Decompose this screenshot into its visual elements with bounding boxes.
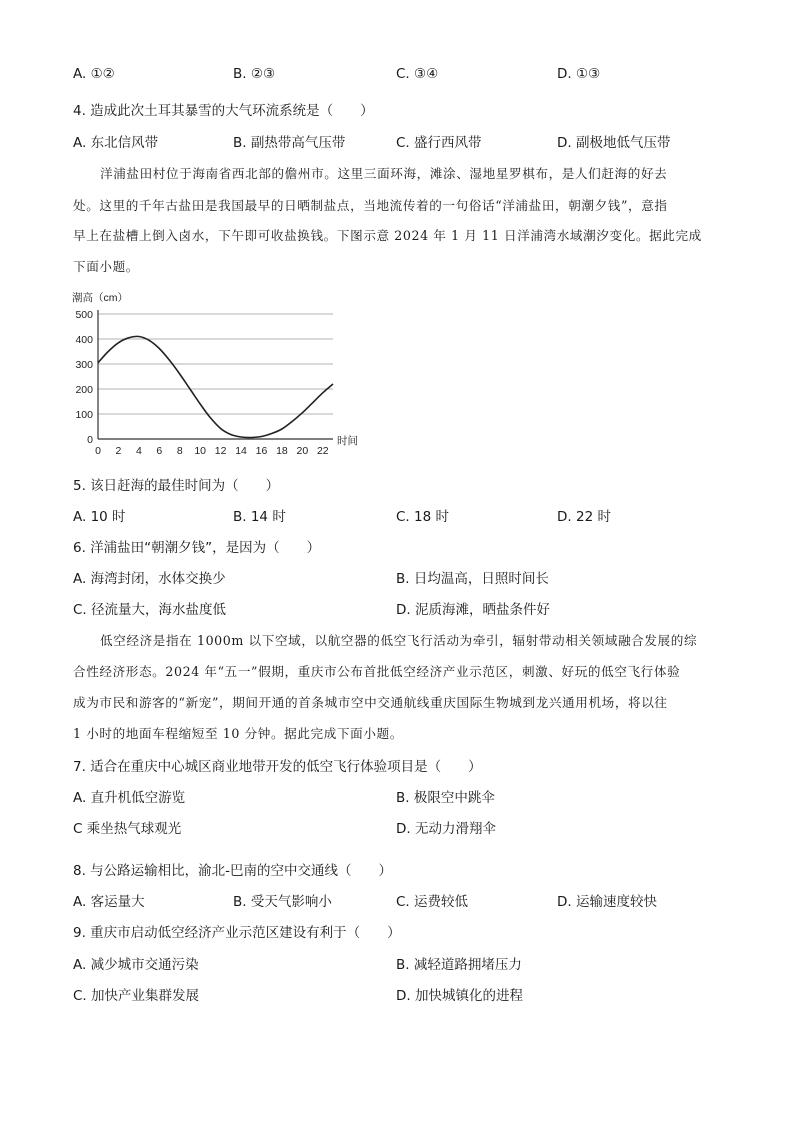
y-tick-label: 300 [75, 359, 93, 371]
q7-option-d: D. 无动力滑翔伞 [396, 821, 496, 837]
x-tick-label: 20 [296, 445, 309, 457]
q4-option-d: D. 副极地低气压带 [557, 135, 671, 151]
q4-option-c: C. 盛行西风带 [396, 135, 482, 151]
q5-option-a: A. 10 时 [73, 509, 126, 525]
x-tick-label: 0 [95, 445, 101, 457]
passage-line: 下面小题。 [73, 259, 139, 274]
x-axis-title: 时间 [337, 435, 358, 447]
q3-option-c: C. ③④ [396, 66, 439, 82]
q4-option-b: B. 副热带高气压带 [233, 135, 346, 151]
y-tick-label: 500 [75, 309, 93, 321]
q6-stem: 6. 洋浦盐田“朝潮夕钱”，是因为（ ） [73, 540, 321, 556]
tide-chart [68, 285, 368, 457]
x-tick-label: 6 [156, 445, 163, 457]
q5-stem: 5. 该日赶海的最佳时间为（ ） [73, 478, 280, 494]
passage-line: 早上在盐槽上倒入卤水，下午即可收盐换钱。下图示意 2024 年 1 月 11 日洋浦湾水域潮汐变化。据此完成 [73, 228, 702, 243]
passage-line: 成为市民和游客的“新宠”，期间开通的首条城市空中交通航线重庆国际生物城到龙兴通用机场，将以往 [73, 695, 668, 710]
x-tick-label: 22 [316, 445, 329, 457]
q6-option-a: A. 海湾封闭，水体交换少 [73, 571, 226, 587]
passage-line: 1 小时的地面车程缩短至 10 分钟。据此完成下面小题。 [73, 726, 403, 741]
x-tick-label: 10 [194, 445, 207, 457]
x-tick-label: 18 [276, 445, 288, 457]
x-tick-label: 16 [255, 445, 268, 457]
passage-line: 处。这里的千年古盐田是我国最早的日晒制盐点，当地流传着的一句俗话“洋浦盐田，朝潮夕钱”，意指 [73, 198, 668, 213]
q5-option-d: D. 22 时 [557, 509, 611, 525]
x-tick-label: 14 [235, 445, 247, 457]
q3-option-d: D. ①③ [557, 66, 601, 82]
q8-option-d: D. 运输速度较快 [557, 894, 657, 910]
passage-line: 低空经济是指在 1000m 以下空域，以航空器的低空飞行活动为牵引，辐射带动相关领域融合发展的综 [100, 633, 698, 648]
q6-option-d: D. 泥质海滩，晒盐条件好 [396, 602, 550, 618]
q9-option-a: A. 减少城市交通污染 [73, 957, 199, 973]
q4-option-a: A. 东北信风带 [73, 135, 159, 151]
q8-option-a: A. 客运量大 [73, 894, 145, 910]
q9-stem: 9. 重庆市启动低空经济产业示范区建设有利于（ ） [73, 925, 401, 941]
q9-option-c: C. 加快产业集群发展 [73, 988, 200, 1004]
x-tick-label: 4 [135, 445, 142, 457]
q5-option-b: B. 14 时 [233, 509, 286, 525]
q4-stem: 4. 造成此次土耳其暴雪的大气环流系统是（ ） [73, 103, 374, 119]
q6-option-c: C. 径流量大，海水盐度低 [73, 602, 227, 618]
q7-stem: 7. 适合在重庆中心城区商业地带开发的低空飞行体验项目是（ ） [73, 759, 482, 775]
x-tick-label: 12 [214, 445, 227, 457]
y-tick-label: 100 [75, 409, 93, 421]
q9-option-b: B. 减轻道路拥堵压力 [396, 957, 522, 973]
tide-line [98, 336, 333, 437]
q9-option-d: D. 加快城镇化的进程 [396, 988, 523, 1004]
y-tick-label: 200 [75, 384, 93, 396]
passage-line: 合性经济形态。2024 年“五一”假期，重庆市公布首批低空经济产业示范区，刺激、好玩的低空飞行体验 [73, 664, 681, 679]
q3-option-b: B. ②③ [233, 66, 276, 82]
q6-option-b: B. 日均温高，日照时间长 [396, 571, 549, 587]
x-tick-label: 8 [176, 445, 183, 457]
y-tick-label: 0 [87, 434, 93, 446]
y-tick-label: 400 [75, 334, 93, 346]
x-tick-label: 2 [115, 445, 122, 457]
q7-option-a: A. 直升机低空游览 [73, 790, 186, 806]
q5-option-c: C. 18 时 [396, 509, 449, 525]
q8-option-b: B. 受天气影响小 [233, 894, 332, 910]
q8-option-c: C. 运费较低 [396, 894, 469, 910]
passage-line: 洋浦盐田村位于海南省西北部的儋州市。这里三面环海，滩涂、湿地星罗棋布，是人们赶海的好去 [100, 166, 668, 181]
y-axis-title: 潮高（cm） [72, 292, 128, 304]
q7-option-b: B. 极限空中跳伞 [396, 790, 495, 806]
q3-option-a: A. ①② [73, 66, 115, 82]
q7-option-c: C 乘坐热气球观光 [73, 821, 182, 837]
q8-stem: 8. 与公路运输相比，渝北-巴南的空中交通线（ ） [73, 863, 393, 879]
